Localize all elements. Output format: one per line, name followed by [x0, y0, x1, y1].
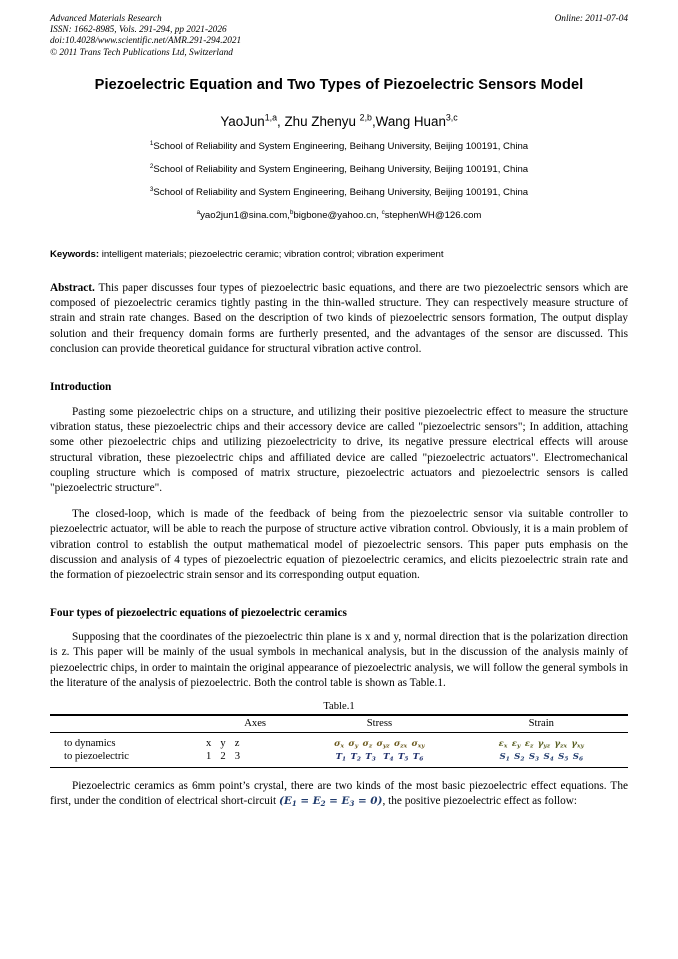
- row-strain-piezoelectric: [455, 750, 628, 763]
- stress-symbol: $T_5$: [397, 752, 409, 763]
- page-title: Piezoelectric Equation and Two Types of Piezoelectric Sensors Model: [94, 77, 584, 93]
- table-row: [50, 750, 628, 763]
- strain-symbol: $S_3$: [528, 752, 540, 763]
- stress-symbol: $T_1$: [335, 752, 347, 763]
- author-3-name: Wang Huan: [375, 114, 446, 129]
- journal-issn: ISSN: 1662-8985, Vols. 291-294, pp 2021-2026: [50, 25, 227, 36]
- row-axes-dynamics: x y z: [206, 738, 243, 750]
- four-types-paragraph-1: Supposing that the coordinates of the piezoelectric thin plane is x and y, normal direction that is the polarization direction is z. This paper will be mainly of the usual symbols in mechanical analysis, but in the discussion of the analysis mainly of piezoelectric chips, in order to maintain the original appearance of piezoelectric analysis, we will follow the general symbols in the literature of the analysis of piezoelectric. Both the control table is shown as Table.1.: [50, 631, 628, 689]
- affiliation-2: [50, 164, 628, 176]
- affiliation-1: [50, 141, 628, 153]
- table-header: [50, 715, 628, 733]
- intro-paragraph-1: Pasting some piezoelectric chips on a structure, and utilizing their positive piezoelectric effect to measure the structure vibration status, these piezoelectric chips and their accessory device are called "piezoelectric sensors"; In addition, attaching some other piezoelectric chips and utilizing piezoelectricity to drive, its negative pressure electrical effects will arouse structural vibration, these piezoelectric chips and affiliated device are called "piezoelectric actuators". Electromechanical coupling structure which is composed of matrix structure, piezoelectric actuators and piezoelectric sensors is called "piezoelectric structure".: [50, 406, 628, 495]
- email-b-marker: b: [289, 208, 294, 216]
- strain-symbol: $\varepsilon_y$: [511, 739, 521, 750]
- strain-symbol: $\varepsilon_z$: [524, 739, 534, 750]
- stress-symbol: $\sigma_z$: [362, 739, 373, 750]
- author-1-marker: 1,a: [264, 112, 278, 123]
- stress-symbol: $\sigma_y$: [348, 739, 359, 750]
- table-bottom-rule: [50, 767, 628, 768]
- email-a[interactable]: yao2jun1@sina.com,: [200, 210, 290, 221]
- closing-paragraph: [50, 779, 628, 809]
- author-3-marker: 3,c: [445, 112, 458, 123]
- author-2-marker: 2,b: [359, 112, 372, 123]
- stress-symbol: $T_2$: [350, 752, 361, 763]
- strain-symbol: $\varepsilon_x$: [498, 739, 508, 750]
- affiliation-2-marker: 2: [149, 162, 154, 170]
- strain-symbol: $\gamma_{yz}$: [537, 739, 551, 750]
- table-body: [50, 733, 628, 764]
- stress-symbol: $\sigma_{xy}$: [411, 739, 425, 750]
- table-caption: Table.1: [323, 701, 355, 713]
- column-header-stress: Stress: [304, 716, 454, 733]
- keywords-line: [50, 248, 628, 261]
- journal-name: Advanced Materials Research: [50, 14, 162, 24]
- abstract-paragraph: [50, 281, 628, 357]
- strain-symbol: $S_1$: [499, 752, 510, 763]
- table-header-row: [50, 716, 628, 733]
- journal-info-block: [50, 14, 450, 59]
- short-circuit-equation: $(E_1 = E_2 = E_3 = 0)$: [279, 795, 383, 809]
- email-c-marker: c: [381, 208, 385, 216]
- stress-symbol: $T_3$: [365, 752, 376, 763]
- column-header-strain: Strain: [455, 716, 628, 733]
- table-row: [50, 733, 628, 751]
- journal-copyright: © 2011 Trans Tech Publications Ltd, Switzerland: [50, 47, 233, 58]
- email-line: [50, 210, 628, 222]
- closing-text-part-2: , the positive piezoelectric effect as follow:: [382, 795, 578, 808]
- stress-symbol: $\sigma_{yz}$: [376, 739, 390, 750]
- row-label-piezoelectric: to piezoelectric: [64, 751, 129, 763]
- heading-introduction: Introduction: [50, 381, 112, 394]
- closing-text-part-1: Piezoelectric ceramics as 6mm point’s crystal, there are two kinds of the most basic piezoelectric effect equations. The first, under the condition of electrical short-circuit: [50, 780, 628, 808]
- stress-symbol: $\sigma_{zx}$: [393, 739, 408, 750]
- keywords-text: intelligent materials; piezoelectric ceramic; vibration control; vibration experiment: [99, 249, 444, 260]
- stress-symbol: $T_4$: [380, 752, 394, 763]
- affiliation-3-text: School of Reliability and System Engineering, Beihang University, Beijing 100191, China: [153, 187, 529, 198]
- strain-symbol: $\gamma_{xy}$: [571, 739, 584, 750]
- symbols-table: [50, 714, 628, 763]
- keywords-label: Keywords:: [50, 249, 100, 260]
- heading-four-types: Four types of piezoelectric equations of piezoelectric ceramics: [50, 607, 347, 620]
- strain-symbol: $S_4$: [543, 752, 554, 763]
- affiliation-1-marker: 1: [149, 139, 154, 147]
- table-1: [50, 700, 628, 768]
- affiliation-1-text: School of Reliability and System Engineering, Beihang University, Beijing 100191, China: [153, 141, 529, 152]
- affiliation-2-text: School of Reliability and System Engineering, Beihang University, Beijing 100191, China: [153, 164, 529, 175]
- email-b[interactable]: bigbone@yahoo.cn,: [293, 210, 382, 221]
- author-1-name: YaoJun: [220, 114, 265, 129]
- journal-doi: doi:10.4028/www.scientific.net/AMR.291-294.2021: [50, 36, 242, 47]
- column-header-blank: [50, 716, 206, 733]
- stress-symbol: $\sigma_x$: [334, 739, 344, 750]
- strain-symbol: $S_2$: [514, 752, 525, 763]
- affiliation-3-marker: 3: [149, 185, 154, 193]
- online-date: Online: 2011-07-04: [554, 14, 628, 24]
- row-axes-piezoelectric: 1 2 3: [206, 751, 244, 763]
- column-header-axes: Axes: [206, 716, 304, 733]
- row-stress-dynamics: [304, 733, 454, 751]
- row-stress-piezoelectric: [304, 750, 454, 763]
- author-separator-1: ,: [277, 114, 285, 129]
- email-a-marker: a: [196, 208, 201, 216]
- author-2-name: Zhu Zhenyu: [284, 114, 360, 129]
- row-strain-dynamics: [455, 733, 628, 751]
- abstract-text: This paper discusses four types of piezoelectric basic equations, and there are two piezoelectric sensors which are composed of piezoelectric ceramics tightly pasting in the thin-walled structure. They can respectively measure structure of strain and strain rate changes. Based on the description of two kinds of piezoelectric sensors formation, The output display solution and their frequency domain forms are furtherly presented, and the advantages of the sensor are discussed. This conclusion can provide theoretical guidance for structural vibration active control.: [50, 282, 628, 355]
- strain-symbol: $S_6$: [572, 752, 584, 763]
- stress-symbol: $T_6$: [412, 752, 424, 763]
- abstract-label: Abstract.: [50, 282, 95, 294]
- author-list: [50, 113, 628, 130]
- strain-symbol: $S_5$: [558, 752, 569, 763]
- email-c[interactable]: stephenWH@126.com: [384, 210, 482, 221]
- strain-symbol: $\gamma_{zx}$: [554, 739, 567, 750]
- affiliation-3: [50, 187, 628, 199]
- intro-paragraph-2: The closed-loop, which is made of the feedback of being from the piezoelectric sensor via suitable controller to piezoelectric actuator, will be able to reach the purpose of structure active vibration control. Obviously, it is a main problem of vibration control to establish the output mathematical model of piezoelectric sensors. This paper puts emphasis on the discussion and analysis of 4 types of piezoelectric equation of piezoelectric ceramics, and elicits piezoelectric strain rate and the formation of piezoelectric strain sensor and its corresponding output equation.: [50, 508, 628, 582]
- row-label-dynamics: to dynamics: [64, 738, 116, 750]
- author-separator-2: ,: [371, 114, 376, 129]
- masthead: [50, 14, 628, 66]
